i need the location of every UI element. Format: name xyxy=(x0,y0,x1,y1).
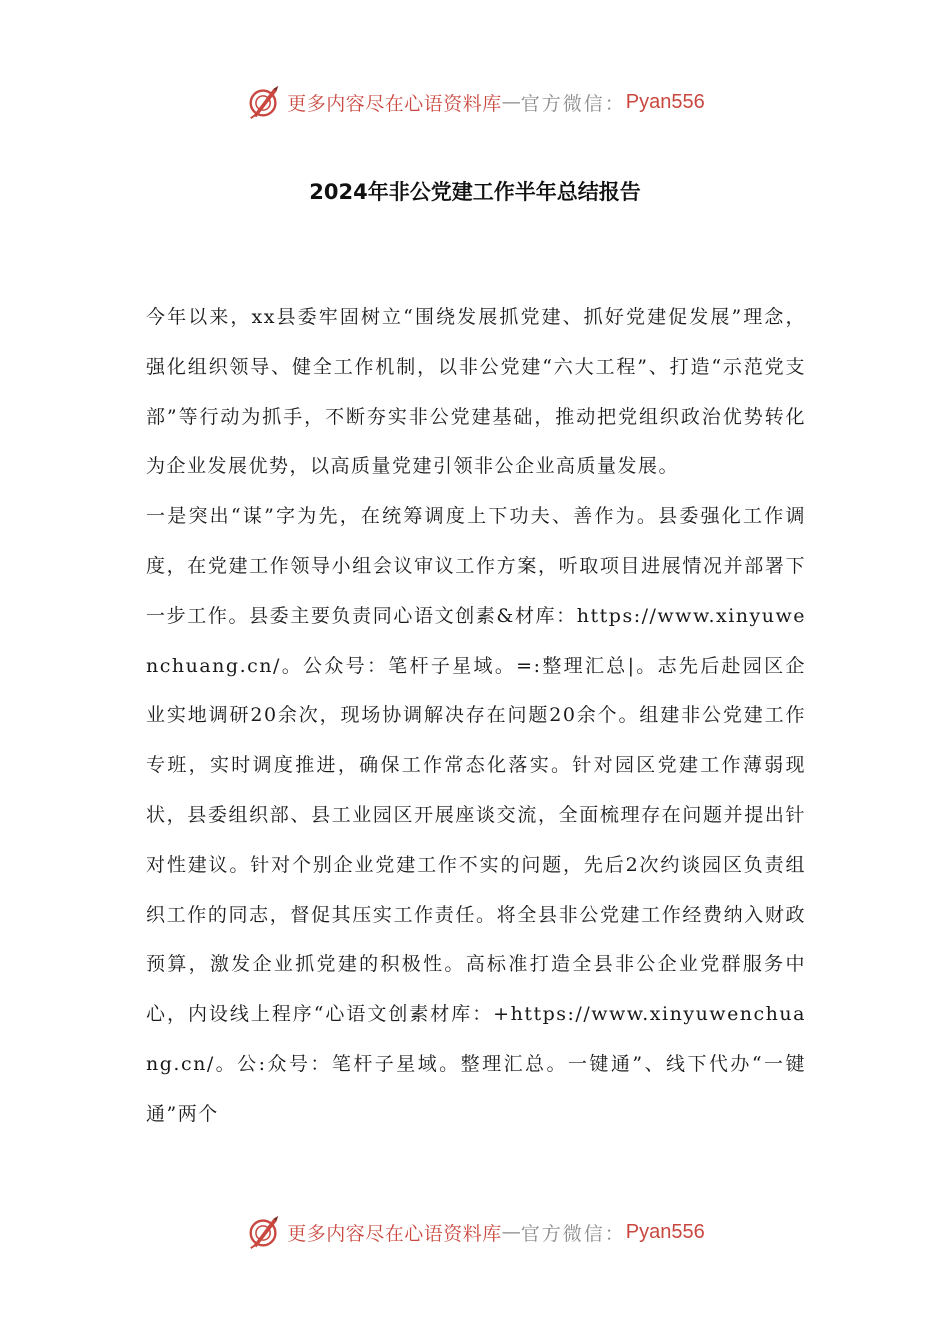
banner-wechat-id: Pyan556 xyxy=(625,90,705,113)
pen-logo-icon xyxy=(245,83,283,121)
pen-logo-icon xyxy=(245,1213,283,1251)
banner-wechat-label: 官方微信： xyxy=(520,92,626,115)
banner-wechat-id: Pyan556 xyxy=(625,1220,705,1243)
paragraph-intro: 今年以来，xx县委牢固树立“围绕发展抓党建、抓好党建促发展”理念，强化组织领导、健全工作机制，以非公党建“六大工程”、打造“示范党支部”等行动为抓手，不断夯实非公党建基础，推动把党组织政治优势转化为企业发展优势，以高质量党建引领非公企业高质量发展。 xyxy=(146,306,806,478)
document-title: 2024年非公党建工作半年总结报告 xyxy=(309,180,641,204)
banner-separator: — xyxy=(501,1221,521,1243)
banner-slogan: 更多内容尽在心语资料库 xyxy=(287,1222,502,1245)
paragraph-section-one: 一是突出“谋”字为先，在统筹调度上下功夫、善作为。县委强化工作调度，在党建工作领导小组会议审议工作方案，听取项目进展情况并部署下一步工作。县委主要负责同心语文创素&材库：https://www.xinyuwenchuang.cn/。公众号：笔杆子星域。=:整理汇总|。志先后赴园区企业实地调研20余次，现场协调解决存在问题20余个。组建非公党建工作专班，实时调度推进，确保工作常态化落实。针对园区党建工作薄弱现状，县委组织部、县工业园区开展座谈交流，全面梳理存在问题并提出针对性建议。针对个别企业党建工作不实的问题，先后2次约谈园区负责组织工作的同志，督促其压实工作责任。将全县非公党建工作经费纳入财政预算，激发企业抓党建的积极性。高标准打造全县非公企业党群服务中心，内设线上程序“心语文创素材库：+https://www.xinyuwenchuang.cn/。公:众号：笔杆子星域。整理汇总。一键通”、线下代办“一键通”两个 xyxy=(146,505,806,1125)
footer-watermark-banner xyxy=(0,1210,950,1254)
banner-separator: — xyxy=(501,91,521,113)
document-body xyxy=(146,293,806,1140)
header-watermark-banner xyxy=(0,80,950,124)
banner-slogan: 更多内容尽在心语资料库 xyxy=(287,92,502,115)
banner-wechat-label: 官方微信： xyxy=(520,1222,626,1245)
